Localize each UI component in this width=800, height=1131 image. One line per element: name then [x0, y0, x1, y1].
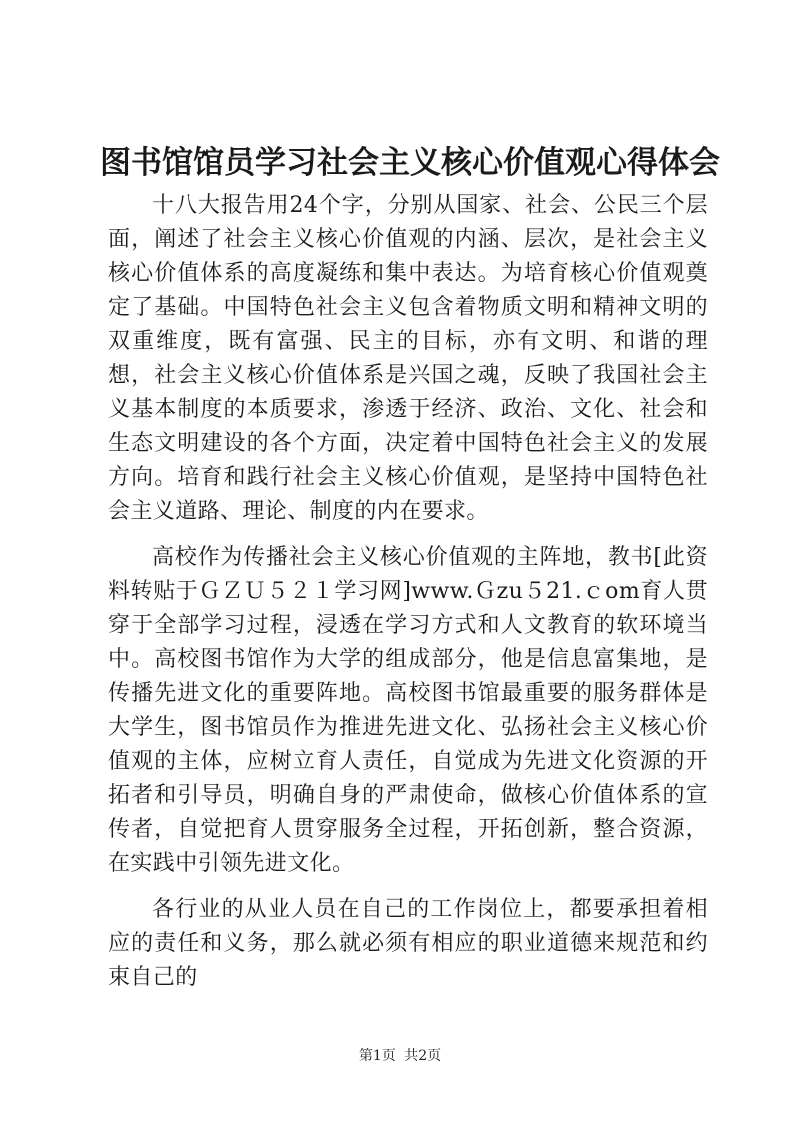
document-body: [108, 189, 708, 1007]
page-number: 第1页: [358, 1048, 396, 1064]
paragraph-3: 各行业的从业人员在自己的工作岗位上，都要承担着相应的责任和义务，那么就必须有相应的职业道德来规范和约束自己的: [108, 897, 708, 990]
document-title: 图书馆馆员学习社会主义核心价值观心得体会: [100, 145, 720, 181]
page-total: 共2页: [404, 1048, 442, 1064]
paragraph-2: 高校作为传播社会主义核心价值观的主阵地，教书[此资料转贴于ＧＺＵ５２１学习网]www.Ｇzu５21.ｃom育人贯穿于全部学习过程，浸透在学习方式和人文教育的软环境当中。高校图书馆作为大学的组成部分，他是信息富集地，是传播先进文化的重要阵地。高校图书馆最重要的服务群体是大学生，图书馆员作为推进先进文化、弘扬社会主义核心价值观的主体，应树立育人责任，自觉成为先进文化资源的开拓者和引导员，明确自身的严肃使命，做核心价值体系的宣传者，自觉把育人贯穿服务全过程，开拓创新，整合资源，在实践中引领先进文化。: [108, 545, 708, 876]
paragraph-1: 十八大报告用24个字，分别从国家、社会、公民三个层面，阐述了社会主义核心价值观的内涵、层次，是社会主义核心价值体系的高度凝练和集中表达。为培育核心价值观奠定了基础。中国特色社会主义包含着物质文明和精神文明的双重维度，既有富强、民主的目标，亦有文明、和谐的理想，社会主义核心价值体系是兴国之魂，反映了我国社会主义基本制度的本质要求，渗透于经济、政治、文化、社会和生态文明建设的各个方面，决定着中国特色社会主义的发展方向。培育和践行社会主义核心价值观，是坚持中国特色社会主义道路、理论、制度的内在要求。: [108, 193, 708, 524]
page-footer: [0, 1046, 800, 1066]
